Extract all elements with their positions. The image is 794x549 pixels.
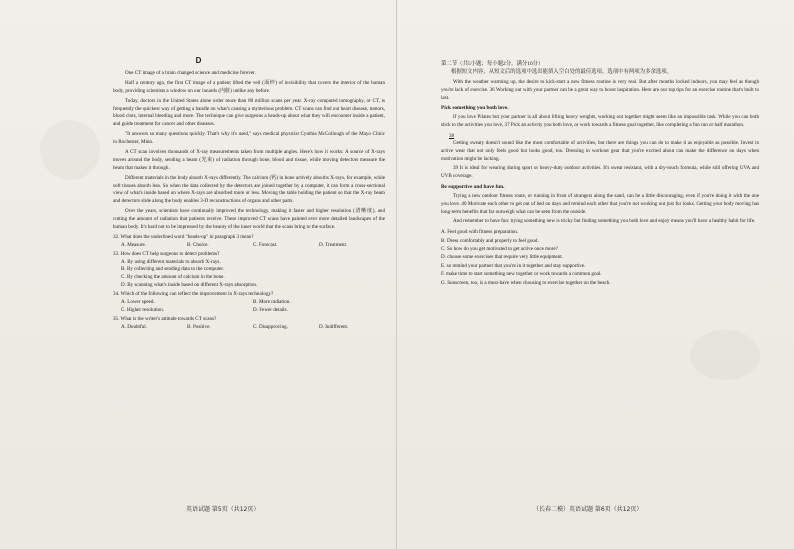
option-c: C. Higher resolution. xyxy=(121,306,165,313)
section-letter: D xyxy=(195,56,202,65)
passage-paragraph: If you love Pilates but your partner is all about lifting heavy weights, working out together might seem like an impossible task. While you can both stick to the activities you love, 37 Pick an activity you both love, or work towards a fitness goal together, like completing a fun run or half marathon. xyxy=(441,113,759,128)
section-instruction: 根据短文内容，从短文后的选项中选出能填入空白处的最佳选项。选项中有两项为多余选项。 xyxy=(451,69,673,76)
passage-paragraph: Getting sweaty doesn't sound like the most comfortable of activities, but there are things you can do to make it as enjoyable as possible. Invest in active wear that not only feels good but looks good, too. Dressing in workout gear that you're excited about can make the difference on days when motivation might be lacking. xyxy=(441,139,759,162)
page-footer: （长春二模）英语试题 第6页（共12页） xyxy=(533,506,643,513)
blank-38: 38 xyxy=(449,132,455,139)
option-d: D. By scanning what's inside based on different X-rays absorption. xyxy=(121,282,258,289)
right-page xyxy=(397,0,794,549)
question-stem: 32. What does the underlined word "heads-up" in paragraph 3 mean? xyxy=(113,233,254,240)
choice-d: D. choose some exercises that require very little equipment. xyxy=(441,254,563,261)
option-a: A. Lower speed. xyxy=(121,299,155,306)
option-c: C. Disapproving. xyxy=(253,323,288,330)
section-title: 第二节（共5小题；每小题2分，满分10分） xyxy=(441,61,544,67)
question-stem: 34. Which of the following can reflect the improvement in X-rays technology? xyxy=(113,291,274,298)
option-d: D. Fewer details. xyxy=(253,306,288,313)
option-d: D. Indifferent. xyxy=(319,323,349,330)
page-footer: 英语试题 第5页（共12页） xyxy=(186,506,260,513)
choice-g: G. Sunscreen, too, is a must-have when choosing to exercise together on the beach. xyxy=(441,279,611,286)
reading-passage-d xyxy=(113,70,385,332)
choice-c: C. So how do you get motivated to get active once more? xyxy=(441,246,558,253)
subheading: Be supportive and have fun. xyxy=(441,184,505,191)
passage-paragraph: Today, doctors in the United States alone order more than 80 million scans per year. X-ray computed tomography, or CT, is frequently the quickest way of getting a handle on what's causing a mysterious problem. CT scans can find out heart disease, tumors, blood clots, internal bleeding and more. The technique can give surgeons a heads-up about what they will encounter inside a patient, and guide treatment for cancer and other diseases. xyxy=(113,97,385,128)
option-b: B. Choice. xyxy=(187,241,209,248)
option-c: C. Forecast. xyxy=(253,241,278,248)
option-a: A. Measure. xyxy=(121,241,147,248)
passage-paragraph: A CT scan involves thousands of X-ray measurements taken from multiple angles. Here's how it works: A source of X-rays moves around the body, sending a beam (光束) of radiation through bone, blood and tissue, while moving detectors measure the beam that makes it through. xyxy=(113,149,385,171)
subheading: Pick something you both love. xyxy=(441,105,509,112)
option-b: B. Positive. xyxy=(187,323,211,330)
option-a: A. By using different materials to absorb X-rays. xyxy=(121,258,221,265)
question-32 xyxy=(113,234,385,250)
option-a: A. Doubtful. xyxy=(121,323,147,330)
choice-b: B. Dress comfortably and properly to feel good. xyxy=(441,237,539,244)
question-options xyxy=(113,307,385,315)
passage-paragraph: Different materials in the body absorb X-rays differently. The calcium (钙) in bone actively absorbs X-rays, for example, while soft tissues absorb less. So when the data collected by the detectors are joined together by a computer, it can form a cross-sectional view of what's inside based on where X-rays are absorbed more or less. Moving the table holding the patient so that the X-ray beam and detectors slide along the body enables 3-D reconstructions of organs and other parts. xyxy=(113,174,385,205)
question-options xyxy=(113,299,385,307)
question-options xyxy=(113,242,385,250)
passage-intro: With the weather warming up, the desire to kick-start a new fitness routine is very real. But after months locked indoors, you may feel as though you're lack of exercise. 36 Working out with your partner can be a great way to boost inspiration. Here are our top tips for an exercise routine that's built to last. xyxy=(441,78,759,101)
choice-list xyxy=(441,228,759,287)
question-stem: 33. How does CT help surgeons to detect problems? xyxy=(113,250,220,257)
question-options xyxy=(113,324,385,332)
seven-choose-five-section xyxy=(441,60,759,287)
choice-e: E. so remind your partner that you're in it together and stay supportive. xyxy=(441,262,586,269)
option-b: B. By collecting and sending data to the computer. xyxy=(121,266,224,273)
passage-paragraph: Half a century ago, the first CT image of a patient lifted the veil (面纱) of invisibility that covers the interior of the human body, providing scientists a window on our innards (内脏) unlike any before. xyxy=(113,79,385,94)
passage-title: One CT image of a brain changed science and medicine forever. xyxy=(125,70,256,76)
passage-paragraph: Trying a new outdoor fitness route, or running in front of strangers along the sand, can be a little discouraging, even if you're doing it with the one you love. 40 Motivate each other to get out of bed on days and remind each other that you're not working out just for looks. Getting your body moving has long-term benefits that far outweigh what can be seen from the outside. xyxy=(441,192,759,215)
passage-paragraph: And remember to have fun: trying something new is tricky but finding something you both love and enjoy means you'll have a healthy habit for life. xyxy=(453,218,756,225)
passage-paragraph: Over the years, scientists have continually improved the technology, making it faster and higher resolution (清晰度), and cutting the amount of radiation that patients receive. These improved CT scans have painted ever more detailed landscapes of the human body. It's hard not to be impressed by the beauty of the inner world that the scans bring to the surface. xyxy=(113,208,385,231)
option-d: D. Treatment. xyxy=(319,241,348,248)
question-35 xyxy=(113,316,385,332)
option-c: C. By checking the amount of calcium in the bone. xyxy=(121,274,225,281)
question-33 xyxy=(113,251,385,290)
question-34 xyxy=(113,291,385,315)
choice-a: A. Feel good with fitness preparation. xyxy=(441,229,519,236)
passage-paragraph: 39 It is ideal for wearing during sport or heavy-duty outdoor activities. It's sweat resistant, with a dry-touch formula, while still offering UVA and UVB coverage. xyxy=(441,165,759,180)
option-b: B. More radiation. xyxy=(253,299,291,306)
passage-paragraph: "It answers so many questions quickly. That's why it's used," says medical physicist Cynthia McCollough of the Mayo Clinic in Rochester, Minn. xyxy=(113,131,385,146)
section-header xyxy=(441,60,759,77)
question-stem: 35. What is the writer's attitude towards CT scans? xyxy=(113,315,217,322)
choice-f: F. make time to start something new together or work towards a common goal. xyxy=(441,271,602,278)
